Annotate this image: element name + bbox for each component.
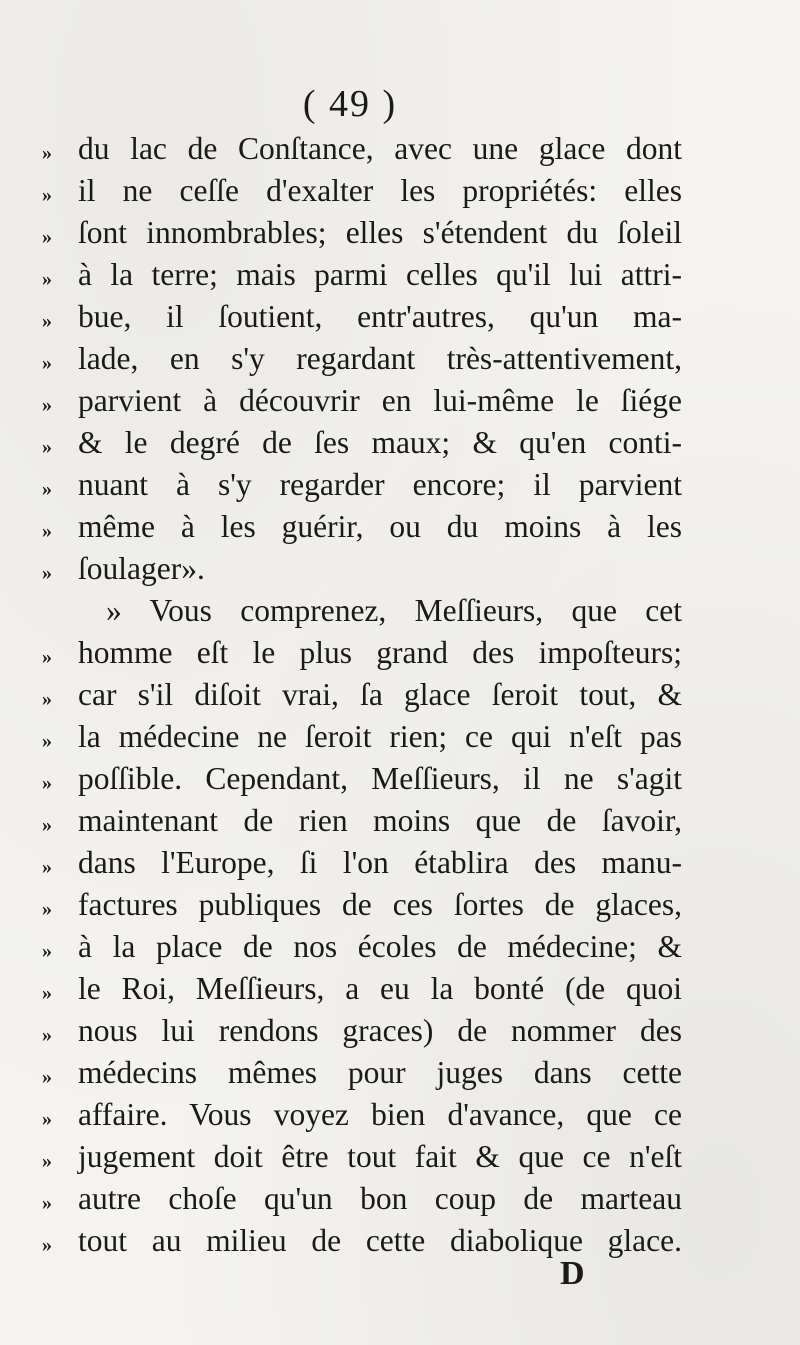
quote-mark: » [42, 226, 52, 248]
text-line [42, 716, 682, 758]
text-line [42, 632, 682, 674]
quote-mark: » [42, 772, 52, 794]
line-text: bue, il ſoutient, entr'autres, qu'un ma- [78, 299, 682, 334]
quote-mark: » [42, 982, 52, 1004]
text-line [42, 968, 682, 1010]
quote-mark: » [42, 730, 52, 752]
text-line [42, 506, 682, 548]
line-text: du lac de Conſtance, avec une glace dont [78, 131, 682, 166]
page-number: ( 49 ) [302, 83, 398, 125]
line-text: médecins mêmes pour juges dans cette [78, 1055, 682, 1090]
line-text: même à les guérir, ou du moins à les [78, 509, 682, 544]
line-text: dans l'Europe, ſi l'on établira des manu- [78, 845, 682, 880]
line-text: factures publiques de ces ſortes de glaces, [78, 887, 682, 922]
text-line [42, 884, 682, 926]
text-line [42, 800, 682, 842]
quote-mark: » [42, 478, 52, 500]
quote-mark: » [42, 520, 52, 542]
line-text: affaire. Vous voyez bien d'avance, que ce [78, 1097, 682, 1132]
line-text: tout au milieu de cette diabolique glace. [78, 1223, 682, 1258]
line-text: autre choſe qu'un bon coup de marteau [78, 1181, 682, 1216]
quote-mark: » [42, 1024, 52, 1046]
quote-mark: » [42, 310, 52, 332]
quote-mark: » [42, 1234, 52, 1256]
line-text: » Vous comprenez, Meſſieurs, que cet [106, 593, 682, 628]
text-line [42, 758, 682, 800]
text-line [42, 1178, 682, 1220]
text-line [42, 296, 682, 338]
quote-mark: » [42, 436, 52, 458]
quote-mark: » [42, 268, 52, 290]
text-line [42, 548, 682, 590]
text-line [42, 1052, 682, 1094]
quote-mark: » [42, 142, 52, 164]
line-text: la médecine ne ſeroit rien; ce qui n'eſt pas [78, 719, 682, 754]
line-text: à la place de nos écoles de médecine; & [78, 929, 682, 964]
quote-mark: » [42, 688, 52, 710]
text-line [42, 674, 682, 716]
line-text: homme eſt le plus grand des impoſteurs; [78, 635, 682, 670]
text-line [42, 842, 682, 884]
line-text: nous lui rendons graces) de nommer des [78, 1013, 682, 1048]
quote-mark: » [42, 184, 52, 206]
line-text: ſoulager». [78, 551, 205, 586]
quote-mark: » [42, 856, 52, 878]
line-text: parvient à découvrir en lui-même le ſiége [78, 383, 682, 418]
text-line [42, 1220, 682, 1262]
line-text: le Roi, Meſſieurs, a eu la bonté (de quoi [78, 971, 682, 1006]
quote-mark: » [42, 1108, 52, 1130]
line-text: maintenant de rien moins que de ſavoir, [78, 803, 682, 838]
quote-mark: » [42, 394, 52, 416]
quote-mark: » [42, 1150, 52, 1172]
text-line [42, 212, 682, 254]
text-line [42, 1010, 682, 1052]
text-line [42, 1094, 682, 1136]
line-text: nuant à s'y regarder encore; il parvient [78, 467, 682, 502]
quote-mark: » [42, 352, 52, 374]
quote-mark: » [42, 562, 52, 584]
text-line [42, 464, 682, 506]
quote-mark: » [42, 814, 52, 836]
quote-mark: » [42, 1192, 52, 1214]
body-text [42, 128, 682, 1262]
text-line [42, 926, 682, 968]
text-line [42, 590, 682, 632]
line-text: à la terre; mais parmi celles qu'il lui attri- [78, 257, 682, 292]
line-text: & le degré de ſes maux; & qu'en conti- [78, 425, 682, 460]
text-line [42, 170, 682, 212]
text-line [42, 254, 682, 296]
line-text: poſſible. Cependant, Meſſieurs, il ne s'agit [78, 761, 682, 796]
line-text: ſont innombrables; elles s'étendent du ſoleil [78, 215, 682, 250]
line-text: car s'il diſoit vrai, ſa glace ſeroit tout, & [78, 677, 682, 712]
quote-mark: » [42, 940, 52, 962]
text-line [42, 338, 682, 380]
text-line [42, 128, 682, 170]
quote-mark: » [42, 1066, 52, 1088]
text-line [42, 422, 682, 464]
text-line [42, 1136, 682, 1178]
line-text: il ne ceſſe d'exalter les propriétés: elles [78, 173, 682, 208]
quote-mark: » [42, 898, 52, 920]
quote-mark: » [42, 646, 52, 668]
catchword: D [560, 1255, 585, 1292]
line-text: lade, en s'y regardant très-attentivement, [78, 341, 682, 376]
line-text: jugement doit être tout fait & que ce n'eſt [78, 1139, 682, 1174]
text-line [42, 380, 682, 422]
